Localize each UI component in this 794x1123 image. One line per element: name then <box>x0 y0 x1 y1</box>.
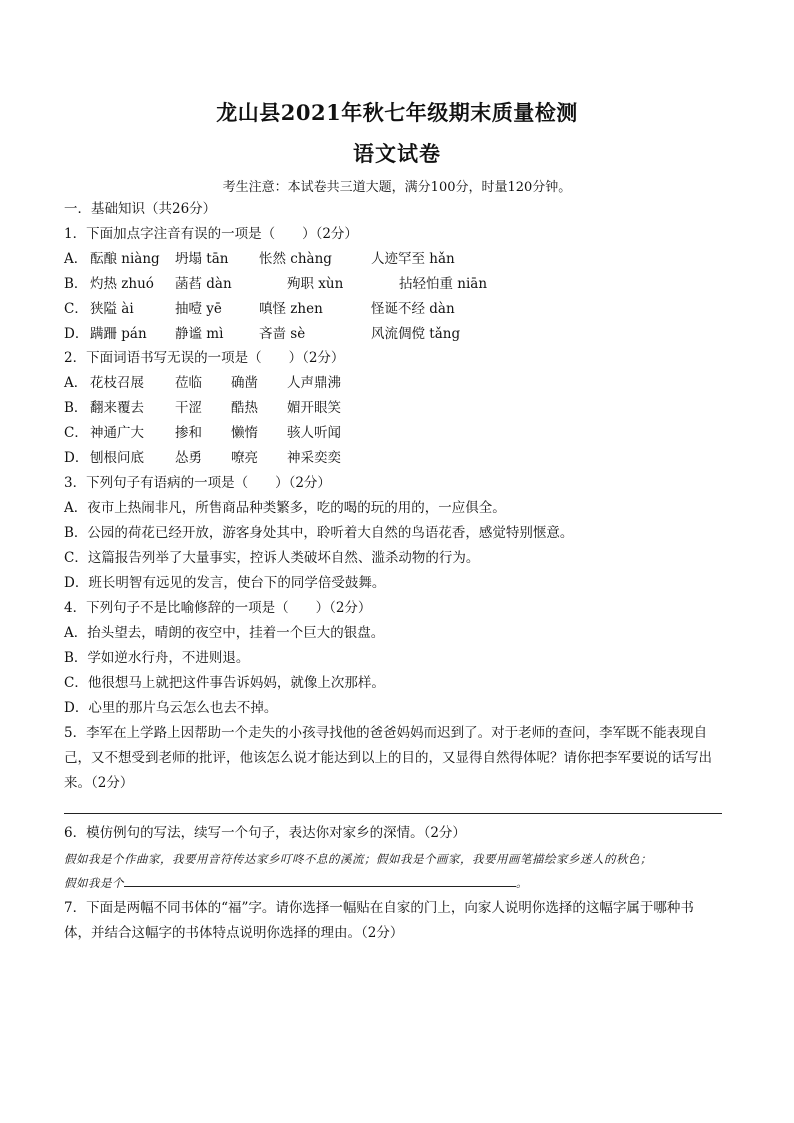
question-7-line-2: 体，并结合这幅字的书体特点说明你选择的理由。（2分） <box>64 925 404 941</box>
option-item: 神采奕奕 <box>287 450 341 466</box>
option-item: 骇人听闻 <box>287 425 341 441</box>
option-label: A． <box>64 375 88 391</box>
option-item: 干涩 <box>175 400 202 416</box>
question-7-line-1: 7．下面是两幅不同书体的“福”字。请你选择一幅贴在自家的门上，向家人说明你选择的这幅字属于哪种书 <box>64 900 694 916</box>
option-item: 刨根问底 <box>90 450 144 466</box>
question-6-example: 假如我是个作曲家，我要用音符传达家乡叮咚不息的溪流；假如我是个画家，我要用画笔描绘家乡迷人的秋色； <box>64 852 652 866</box>
question-5-line-2: 己，又不想受到老师的批评，他该怎么说才能达到以上的目的，又显得自然得体呢？请你把李军要说的话写出 <box>64 750 712 766</box>
option-item: 风流倜傥 tǎng <box>371 326 461 342</box>
option-label: A． <box>64 251 88 267</box>
question-4-option-a: A．抬头望去，晴朗的夜空中，挂着一个巨大的银盘。 <box>64 625 385 641</box>
question-6-end-mark: 。 <box>516 876 528 890</box>
option-item: 菡萏 dàn <box>175 276 232 292</box>
question-6-answer-row <box>64 874 528 891</box>
question-4-option-d: D．心里的那片乌云怎么也去不掉。 <box>64 700 278 716</box>
option-item: 灼热 zhuó <box>90 276 154 292</box>
option-label: C． <box>64 425 88 441</box>
option-item: 拈轻怕重 niān <box>399 276 488 292</box>
question-3-option-b: B．公园的荷花已经开放，游客身处其中，聆听着大自然的鸟语花香，感觉特别惬意。 <box>64 525 574 541</box>
option-item: 坍塌 tān <box>175 251 229 267</box>
question-5-line-1: 5．李军在上学路上因帮助一个走失的小孩寻找他的爸爸妈妈而迟到了。对于老师的查问，李军既不能表现自 <box>64 725 708 741</box>
question-3-option-c: C．这篇报告列举了大量事实，控诉人类破坏自然、滥杀动物的行为。 <box>64 550 480 566</box>
question-5-answer-line[interactable] <box>64 813 722 814</box>
option-item: 静谧 mì <box>175 326 224 342</box>
option-item: 莅临 <box>175 375 202 391</box>
option-item: 酝酿 niàng <box>90 251 160 267</box>
question-6-answer-blank[interactable] <box>124 874 516 887</box>
option-item: 怂勇 <box>175 450 202 466</box>
question-3-option-d: D．班长明智有远见的发言，使台下的同学倍受鼓舞。 <box>64 575 386 591</box>
section-heading: 一．基础知识（共26分） <box>64 201 217 217</box>
option-item: 怅然 chàng <box>259 251 332 267</box>
question-3-option-a: A．夜市上热闹非凡，所售商品种类繁多，吃的喝的玩的用的，一应俱全。 <box>64 500 506 516</box>
option-item: 人声鼎沸 <box>287 375 341 391</box>
option-item: 嘹亮 <box>231 450 258 466</box>
question-6-prompt: 假如我是个 <box>64 876 124 890</box>
exam-title: 龙山县2021年秋七年级期末质量检测 <box>216 100 578 125</box>
option-label: D． <box>64 326 89 342</box>
option-item: 嗔怪 zhen <box>259 301 323 317</box>
question-4-option-b: B．学如逆水行舟，不进则退。 <box>64 650 250 666</box>
option-item: 翻来覆去 <box>90 400 144 416</box>
option-item: 酷热 <box>231 400 258 416</box>
option-item: 掺和 <box>175 425 202 441</box>
option-item: 懒惰 <box>231 425 258 441</box>
question-3-stem: 3．下列句子有语病的一项是（ ）（2分） <box>64 475 331 491</box>
option-item: 确凿 <box>231 375 258 391</box>
question-4-option-c: C．他很想马上就把这件事告诉妈妈，就像上次那样。 <box>64 675 385 691</box>
option-label: B． <box>64 276 88 292</box>
question-6-stem: 6．模仿例句的写法，续写一个句子，表达你对家乡的深情。（2分） <box>64 825 466 841</box>
option-item: 媚开眼笑 <box>287 400 341 416</box>
question-5-line-3: 来。（2分） <box>64 775 134 791</box>
option-item: 吝啬 sè <box>259 326 306 342</box>
option-item: 蹒跚 pán <box>90 326 147 342</box>
exam-subtitle: 语文试卷 <box>353 141 441 166</box>
exam-notice: 考生注意：本试卷共三道大题，满分100分，时量120分钟。 <box>222 180 572 195</box>
option-item: 人迹罕至 hǎn <box>371 251 455 267</box>
option-item: 狭隘 ài <box>90 301 134 317</box>
option-label: B． <box>64 400 88 416</box>
question-4-stem: 4．下列句子不是比喻修辞的一项是（ ）（2分） <box>64 600 372 616</box>
option-item: 神通广大 <box>90 425 144 441</box>
option-item: 抽噎 yē <box>175 301 222 317</box>
question-2-stem: 2．下面词语书写无误的一项是（ ）（2分） <box>64 350 345 366</box>
option-item: 怪诞不经 dàn <box>371 301 455 317</box>
question-1-stem: 1．下面加点字注音有误的一项是（ ）（2分） <box>64 226 358 242</box>
option-label: C． <box>64 301 88 317</box>
option-item: 殉职 xùn <box>287 276 344 292</box>
option-label: D． <box>64 450 89 466</box>
option-item: 花枝召展 <box>90 375 144 391</box>
